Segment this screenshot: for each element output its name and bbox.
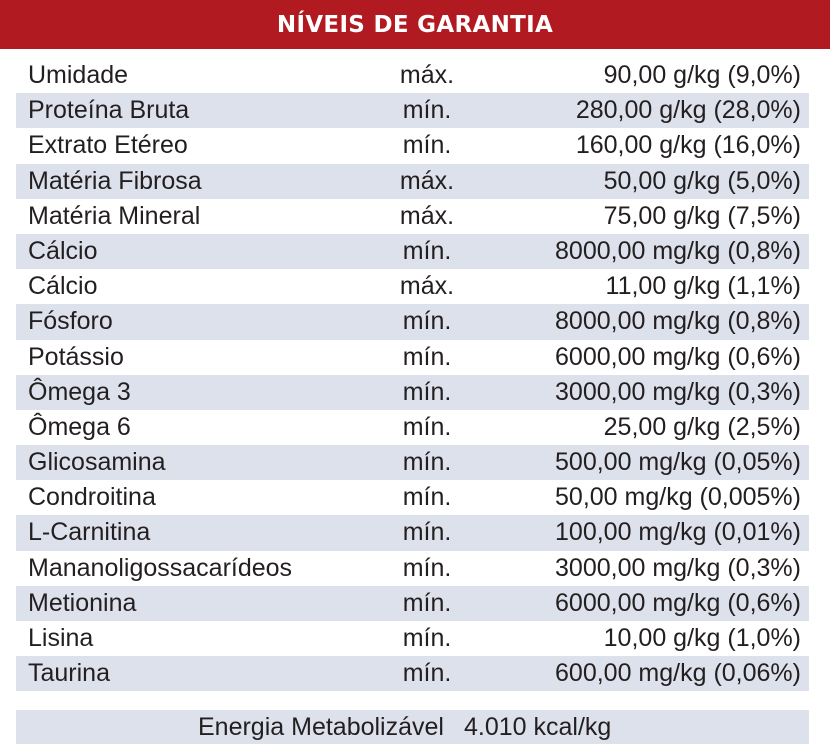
nutrient-name: Umidade xyxy=(28,61,129,89)
table-row xyxy=(16,58,809,93)
table-row xyxy=(16,128,809,163)
table-row xyxy=(16,375,809,410)
nutrient-qualifier: mín. xyxy=(402,377,452,406)
nutrient-qualifier: mín. xyxy=(402,624,452,652)
nutrient-value: 11,00 g/kg (1,1%) xyxy=(605,272,801,301)
table-row xyxy=(16,656,809,691)
nutrient-value: 600,00 mg/kg (0,06%) xyxy=(555,659,801,688)
nutrient-qualifier: máx. xyxy=(399,166,455,195)
nutrient-name: Ômega 6 xyxy=(28,412,131,441)
nutrient-name: Condroitina xyxy=(28,483,156,512)
table-row xyxy=(16,340,809,375)
nutrient-name: Extrato Etéreo xyxy=(28,131,188,160)
energy-label: Energia Metabolizável xyxy=(198,713,444,741)
table-row xyxy=(16,480,809,515)
nutrient-qualifier: máx. xyxy=(399,201,455,230)
table-row xyxy=(16,199,809,234)
nutrient-name: Metionina xyxy=(28,588,137,617)
table-row xyxy=(16,621,809,656)
nutrient-value: 3000,00 mg/kg (0,3%) xyxy=(555,553,801,582)
table-row xyxy=(16,410,809,445)
table-header xyxy=(0,0,830,49)
nutrient-qualifier: mín. xyxy=(402,448,452,477)
nutrient-qualifier: mín. xyxy=(402,518,452,547)
nutrient-value: 90,00 g/kg (9,0%) xyxy=(603,61,801,89)
nutrient-value: 25,00 g/kg (2,5%) xyxy=(603,412,801,441)
nutrient-value: 6000,00 mg/kg (0,6%) xyxy=(555,588,801,617)
nutrient-value: 160,00 g/kg (16,0%) xyxy=(575,131,801,160)
table-title: NÍVEIS DE GARANTIA xyxy=(276,11,554,38)
nutrient-value: 3000,00 mg/kg (0,3%) xyxy=(555,377,801,406)
nutrient-name: Proteína Bruta xyxy=(28,96,190,125)
nutrient-name: Matéria Fibrosa xyxy=(28,166,202,195)
nutrient-name: L-Carnitina xyxy=(28,518,151,547)
nutrient-name: Ômega 3 xyxy=(28,377,131,406)
nutrient-name: Mananoligossacarídeos xyxy=(28,553,293,582)
nutrient-value: 280,00 g/kg (28,0%) xyxy=(575,96,801,125)
nutrient-value: 8000,00 mg/kg (0,8%) xyxy=(555,307,801,336)
energy-row xyxy=(16,710,809,744)
table-row xyxy=(16,551,809,586)
nutrient-qualifier: mín. xyxy=(402,412,452,441)
nutrient-name: Fósforo xyxy=(28,307,113,336)
nutrient-qualifier: mín. xyxy=(402,659,452,688)
nutrient-qualifier: mín. xyxy=(402,236,452,265)
table-row xyxy=(16,234,809,269)
table-row xyxy=(16,586,809,621)
table-row xyxy=(16,269,809,304)
table-row xyxy=(16,515,809,550)
nutrient-name: Lisina xyxy=(28,624,94,652)
nutrient-value: 500,00 mg/kg (0,05%) xyxy=(555,448,801,477)
nutrient-qualifier: mín. xyxy=(402,96,452,125)
nutrient-qualifier: mín. xyxy=(402,342,452,371)
nutrient-value: 50,00 g/kg (5,0%) xyxy=(603,166,801,195)
nutrient-value: 100,00 mg/kg (0,01%) xyxy=(555,518,801,547)
nutrient-qualifier: mín. xyxy=(402,588,452,617)
guarantee-table xyxy=(16,58,809,691)
nutrient-value: 50,00 mg/kg (0,005%) xyxy=(555,483,801,512)
nutrient-qualifier: máx. xyxy=(399,272,455,301)
table-row xyxy=(16,164,809,199)
nutrient-name: Matéria Mineral xyxy=(28,201,201,230)
nutrient-value: 10,00 g/kg (1,0%) xyxy=(603,624,801,652)
nutrient-qualifier: máx. xyxy=(399,61,455,89)
nutrient-name: Taurina xyxy=(28,659,110,688)
nutrient-qualifier: mín. xyxy=(402,131,452,160)
nutrient-qualifier: mín. xyxy=(402,553,452,582)
nutrient-name: Cálcio xyxy=(28,236,98,265)
table-row xyxy=(16,304,809,339)
nutrient-value: 6000,00 mg/kg (0,6%) xyxy=(555,342,801,371)
nutrient-name: Potássio xyxy=(28,342,124,371)
table-row xyxy=(16,445,809,480)
energy-value: 4.010 kcal/kg xyxy=(464,713,612,741)
nutrient-qualifier: mín. xyxy=(402,307,452,336)
nutrient-qualifier: mín. xyxy=(402,483,452,512)
nutrient-value: 75,00 g/kg (7,5%) xyxy=(603,201,801,230)
nutrient-value: 8000,00 mg/kg (0,8%) xyxy=(555,236,801,265)
table-row xyxy=(16,93,809,128)
nutrient-name: Glicosamina xyxy=(28,448,166,477)
nutrient-name: Cálcio xyxy=(28,272,98,301)
